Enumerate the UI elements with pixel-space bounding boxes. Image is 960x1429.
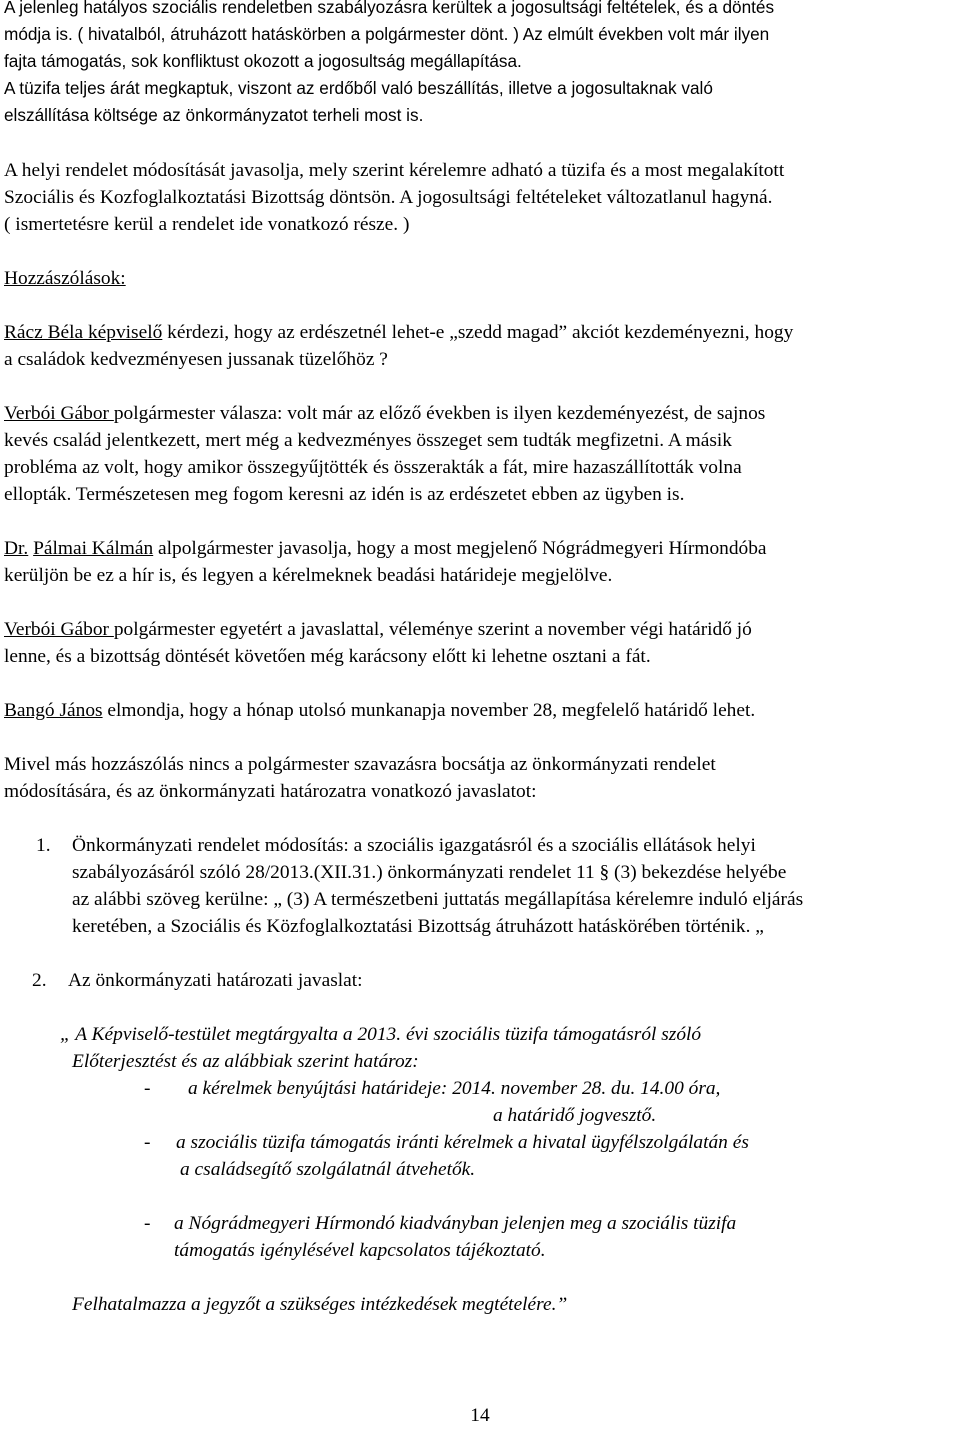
speaker-title: Dr.	[4, 538, 29, 559]
list-item-line: az alábbi szöveg kerülne: „ (3) A természetbeni juttatás megállapítása kérelemre induló eljárás	[72, 889, 804, 910]
speaker-name: Rácz Béla képviselő	[4, 322, 163, 343]
paragraph-proposal-line: Szociális és Kozfoglalkoztatási Bizottság döntsön. A jogosultsági feltételeket változatlanul hagyná.	[4, 187, 773, 208]
resolution-bullet-line: támogatás igénylésével kapcsolatos tájékoztató.	[174, 1240, 546, 1261]
resolution-bullet-line: a kérelmek benyújtási határideje: 2014. november 28. du. 14.00 óra,	[188, 1078, 721, 1099]
speaker-name: Bangó János	[4, 700, 103, 721]
speaker-name: Verbói Gábor	[4, 403, 114, 424]
paragraph-intro-line: elszállítása költsége az önkormányzatot terheli most is.	[4, 105, 424, 125]
list-number: 1.	[36, 835, 51, 856]
resolution-line: Előterjesztést és az alábbiak szerint határoz:	[72, 1051, 419, 1072]
vote-intro-line: módosítására, és az önkormányzati határozatra vonatkozó javaslatot:	[4, 781, 537, 802]
bullet-dash: -	[144, 1213, 151, 1234]
comment-palmai-line	[4, 538, 767, 560]
bullet-dash: -	[144, 1078, 151, 1099]
speaker-name: Pálmai Kálmán	[33, 538, 154, 559]
comment-text: polgármester egyetért a javaslattal, véleménye szerint a november végi határidő jó	[113, 619, 752, 640]
page-number: 14	[470, 1405, 490, 1426]
paragraph-intro-line: A jelenleg hatályos szociális rendeletben szabályozásra kerültek a jogosultsági feltételek, és a döntés	[4, 0, 775, 17]
comment-text: kérdezi, hogy az erdészetnél lehet-e „szedd magad” akciót kezdeményezni, hogy	[162, 322, 794, 343]
comment-verboi-line	[4, 403, 765, 425]
comment-bango-line	[4, 700, 755, 722]
paragraph-proposal-line: ( ismertetésre kerül a rendelet ide vonatkozó része. )	[4, 214, 410, 235]
section-heading: Hozzászólások:	[4, 268, 126, 289]
comment-text: alpolgármester javasolja, hogy a most megjelenő Nógrádmegyeri Hírmondóba	[153, 538, 767, 559]
comment-racz-line: a családok kedvezményesen jussanak tüzelőhöz ?	[4, 349, 388, 370]
comment-verboi-line: ellopták. Természetesen meg fogom keresni az idén is az erdészetet ebben az ügyben is.	[4, 484, 685, 505]
resolution-line: „ A Képviselő-testület megtárgyalta a 2013. évi szociális tüzifa támogatásról szóló	[60, 1024, 702, 1045]
paragraph-intro-line: fajta támogatás, sok konfliktust okozott a jogosultság megállapítása.	[4, 51, 522, 71]
comment-verboi-line: kevés család jelentkezett, mert még a kedvezményes összeget sem tudták megfizetni. A másik	[4, 430, 732, 451]
list-item-line: Önkormányzati rendelet módosítás: a szociális igazgatásról és a szociális ellátások helyi	[72, 835, 756, 856]
comment-racz-line	[4, 322, 793, 344]
comment-text: elmondja, hogy a hónap utolsó munkanapja november 28, megfelelő határidő lehet.	[102, 700, 756, 721]
resolution-final-line: Felhatalmazza a jegyzőt a szükséges intézkedések megtételére.”	[72, 1294, 568, 1315]
resolution-bullet-line: a Nógrádmegyeri Hírmondó kiadványban jelenjen meg a szociális tüzifa	[174, 1213, 737, 1234]
vote-intro-line: Mivel más hozzászólás nincs a polgármester szavazásra bocsátja az önkormányzati rendelet	[4, 754, 716, 775]
bullet-dash: -	[144, 1132, 151, 1153]
resolution-bullet-line: a szociális tüzifa támogatás iránti kérelmek a hivatal ügyfélszolgálatán és	[176, 1132, 749, 1153]
list-number: 2.	[32, 970, 47, 991]
comment-verboi-line: probléma az volt, hogy amikor összegyűjtötték és összerakták a fát, mire hazaszállították volna	[4, 457, 742, 478]
comment-verboi2-line: lenne, és a bizottság döntését követően még karácsony előtt ki lehetne osztani a fát.	[4, 646, 651, 667]
paragraph-intro-line: módja is. ( hivatalból, átruházott hatáskörben a polgármester dönt. ) Az elmúlt években volt már ilyen	[4, 24, 770, 44]
resolution-bullet-line: a családsegítő szolgálatnál átvehetők.	[180, 1159, 476, 1180]
list-item-line: Az önkormányzati határozati javaslat:	[68, 970, 363, 991]
resolution-bullet-line: a határidő jogvesztő.	[493, 1105, 657, 1126]
speaker-name: Verbói Gábor	[4, 619, 114, 640]
list-item-line: szabályozásáról szóló 28/2013.(XII.31.) önkormányzati rendelet 11 § (3) bekezdése helyébe	[72, 862, 787, 883]
comment-palmai-line: kerüljön be ez a hír is, és legyen a kérelmeknek beadási határideje megjelölve.	[4, 565, 613, 586]
comment-text: polgármester válasza: volt már az előző években is ilyen kezdeményezést, de sajnos	[113, 403, 766, 424]
paragraph-intro-line: A tüzifa teljes árát megkaptuk, viszont az erdőből való beszállítás, illetve a jogosultaknak való	[4, 78, 713, 98]
comment-verboi2-line	[4, 619, 752, 641]
paragraph-proposal-line: A helyi rendelet módosítását javasolja, mely szerint kérelemre adható a tüzifa és a most megalakított	[4, 160, 785, 181]
list-item-line: keretében, a Szociális és Közfoglalkoztatási Bizottság átruházott hatáskörében történik. „	[72, 916, 764, 937]
